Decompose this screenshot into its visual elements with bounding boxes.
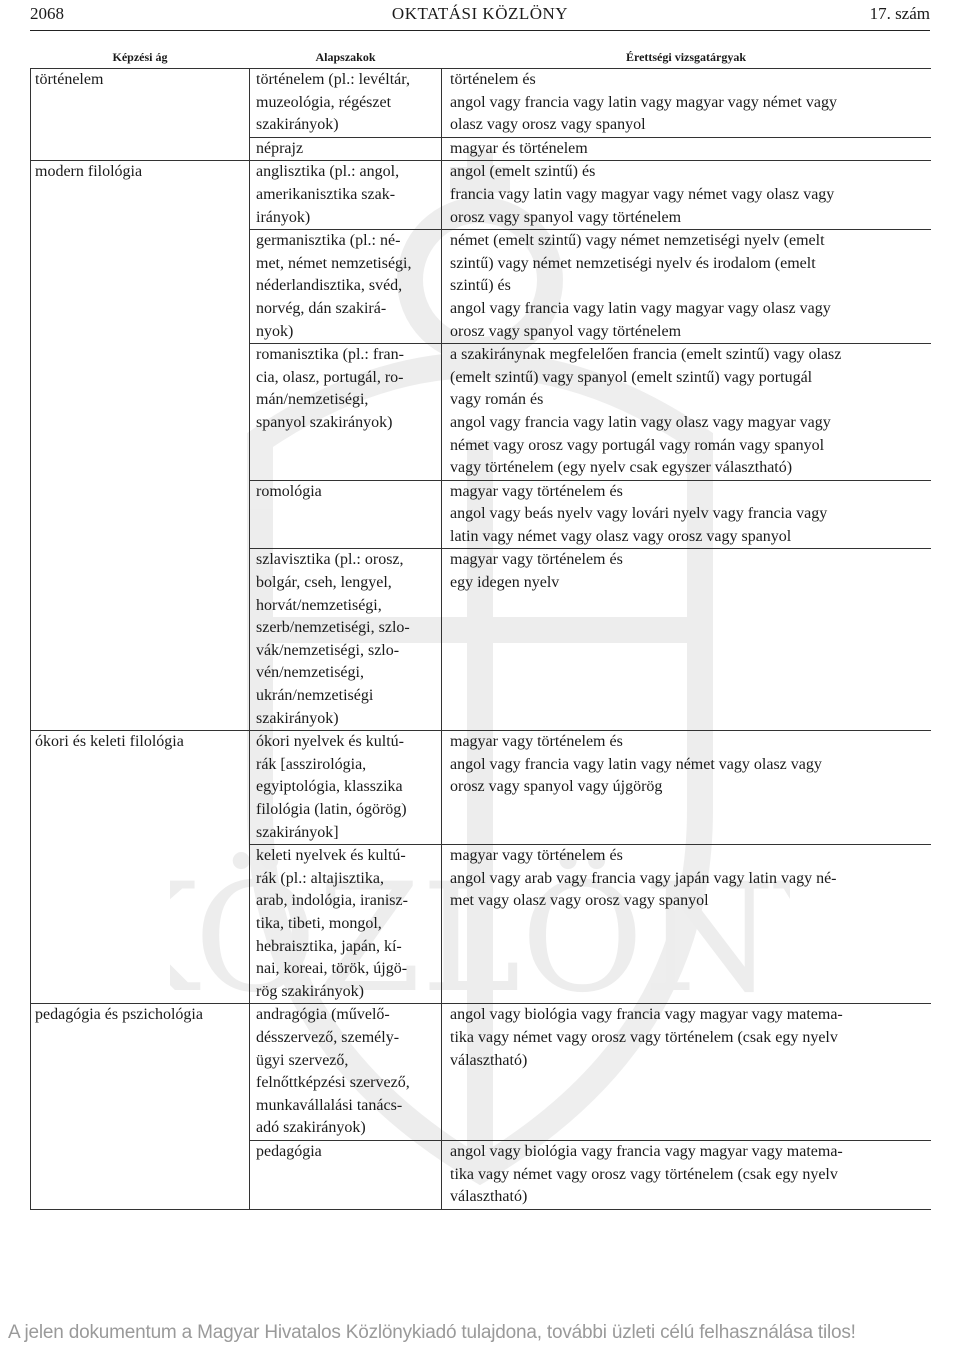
program-line: ukrán/nemzetiségi xyxy=(256,687,374,705)
program-line: germanisztika (pl.: né- xyxy=(256,232,401,250)
header-rule xyxy=(30,30,930,31)
program-line: vák/nemzetiségi, szlo- xyxy=(256,641,400,659)
program-cell xyxy=(250,549,442,731)
program-line: adó szakirányok) xyxy=(256,1119,366,1137)
subject-line: szintű) és xyxy=(450,277,511,295)
subjects-cell xyxy=(442,1140,931,1209)
page-number: 2068 xyxy=(30,4,64,23)
program-line: történelem (pl.: levéltár, xyxy=(256,71,410,88)
program-line: ókori nyelvek és kultú- xyxy=(256,733,404,751)
program-line: munkavállalási tanács- xyxy=(256,1096,403,1114)
subjects-cell xyxy=(442,731,931,845)
program-line: irányok) xyxy=(256,208,311,226)
subject-line: magyar vagy történelem és xyxy=(450,482,623,500)
program-line: rög szakirányok) xyxy=(256,982,364,1000)
program-line: mán/nemzetiségi, xyxy=(256,391,369,409)
subject-line: választható) xyxy=(450,1188,528,1206)
subject-line: angol (emelt szintű) és xyxy=(450,163,596,181)
subject-line: angol vagy biológia vagy francia vagy magyar vagy matema- xyxy=(450,1006,843,1024)
subject-line: a szakiránynak megfelelően francia (emelt szintű) vagy olasz xyxy=(450,346,842,364)
subject-line: angol vagy francia vagy latin vagy olasz vagy magyar vagy xyxy=(450,413,831,431)
program-line: cia, olasz, portugál, ro- xyxy=(256,368,404,386)
program-line: hebraisztika, japán, kí- xyxy=(256,937,402,955)
branch-cell xyxy=(31,549,250,731)
program-line: szakirányok) xyxy=(256,709,339,727)
subject-line: (emelt szintű) vagy spanyol (emelt szintű) vagy portugál xyxy=(450,368,813,386)
subject-line: orosz vagy spanyol vagy újgörög xyxy=(450,778,663,796)
subjects-cell xyxy=(442,1004,931,1141)
program-line: pedagógia xyxy=(256,1142,322,1160)
subject-line: magyar vagy történelem és xyxy=(450,847,623,865)
subjects-table xyxy=(30,46,931,1210)
program-line: nyok) xyxy=(256,322,294,340)
table-row xyxy=(31,230,931,344)
program-line: ügyi szervező, xyxy=(256,1051,349,1069)
program-line: rák [asszirológia, xyxy=(256,755,367,773)
program-line: rák (pl.: altajisztika, xyxy=(256,869,384,887)
subject-line: magyar vagy történelem és xyxy=(450,551,623,569)
table-row xyxy=(31,161,931,230)
subject-line: francia vagy latin vagy magyar vagy német vagy olasz vagy xyxy=(450,185,835,203)
program-cell xyxy=(250,1140,442,1209)
column-header-branch: Képzési ág xyxy=(31,46,250,69)
subject-line: orosz vagy spanyol vagy történelem xyxy=(450,208,682,226)
subject-line: angol vagy arab vagy francia vagy japán vagy latin vagy né- xyxy=(450,869,837,887)
subjects-cell xyxy=(442,480,931,549)
program-line xyxy=(256,503,437,526)
subject-line: magyar és történelem xyxy=(450,139,588,157)
subject-line: egy idegen nyelv xyxy=(450,574,560,592)
branch-cell: ókori és keleti filológia xyxy=(31,731,250,845)
watermark-text: ÖZLÖN xyxy=(193,852,776,1026)
issue-number: 17. szám xyxy=(869,4,930,23)
program-line: spanyol szakirányok) xyxy=(256,413,393,431)
subjects-cell xyxy=(442,344,931,481)
subject-line: választható) xyxy=(450,1051,528,1069)
program-line: nai, koreai, török, újgö- xyxy=(256,960,408,978)
program-line: horvát/nemzetiségi, xyxy=(256,596,382,614)
subject-line: angol vagy biológia vagy francia vagy magyar vagy matema- xyxy=(450,1142,843,1160)
subject-line: német vagy orosz vagy portugál vagy román vagy spanyol xyxy=(450,436,825,454)
subject-line: met vagy olasz vagy orosz vagy spanyol xyxy=(450,892,709,910)
table-row xyxy=(31,731,931,845)
subject-line: tika vagy német vagy orosz vagy történelem (csak egy nyelv xyxy=(450,1165,838,1183)
column-header-programs: Alapszakok xyxy=(250,46,442,69)
table-header-row xyxy=(31,46,931,69)
program-line: bolgár, cseh, lengyel, xyxy=(256,574,392,592)
program-line: vén/nemzetiségi, xyxy=(256,664,364,682)
program-line: norvég, dán szakirá- xyxy=(256,299,387,317)
subject-line: szintű) vagy német nemzetiségi nyelv és irodalom (emelt xyxy=(450,254,816,272)
subject-line: angol vagy francia vagy latin vagy német vagy olasz vagy xyxy=(450,755,822,773)
program-line: andragógia (művelő- xyxy=(256,1006,390,1024)
subjects-cell xyxy=(442,549,931,731)
branch-cell xyxy=(31,344,250,481)
program-cell xyxy=(250,230,442,344)
subject-line: angol vagy francia vagy latin vagy magyar vagy olasz vagy xyxy=(450,299,831,317)
program-cell xyxy=(250,731,442,845)
branch-cell: történelem xyxy=(31,69,250,138)
program-line: szakirányok) xyxy=(256,116,339,134)
subject-line: magyar vagy történelem és xyxy=(450,733,623,751)
subjects-cell xyxy=(442,137,931,161)
subjects-cell xyxy=(442,69,931,138)
program-line: amerikanisztika szak- xyxy=(256,185,396,203)
subjects-cell xyxy=(442,845,931,1004)
program-cell xyxy=(250,1004,442,1141)
table-row xyxy=(31,137,931,161)
subject-line: vagy történelem (egy nyelv csak egyszer választható) xyxy=(450,459,793,477)
program-cell xyxy=(250,161,442,230)
table-row xyxy=(31,69,931,138)
subject-line: angol vagy francia vagy latin vagy magyar vagy német vagy xyxy=(450,93,837,111)
table-body xyxy=(31,69,931,1210)
program-line: romanisztika (pl.: fran- xyxy=(256,346,404,364)
subjects-cell xyxy=(442,161,931,230)
branch-cell xyxy=(31,137,250,161)
program-line xyxy=(256,526,437,549)
program-cell xyxy=(250,845,442,1004)
publication-title: OKTATÁSI KÖZLÖNY xyxy=(391,4,569,23)
program-line: anglisztika (pl.: angol, xyxy=(256,163,400,181)
subject-line: tika vagy német vagy orosz vagy történelem (csak egy nyelv xyxy=(450,1028,838,1046)
subject-line: vagy román és xyxy=(450,391,544,409)
table-row xyxy=(31,1140,931,1209)
table-row xyxy=(31,344,931,481)
program-line: keleti nyelvek és kultú- xyxy=(256,847,406,865)
program-line: arab, indológia, iranisz- xyxy=(256,892,408,910)
program-line: filológia (latin, ógörög) xyxy=(256,801,407,818)
column-header-subjects: Érettségi vizsgatárgyak xyxy=(442,46,931,69)
program-line: désszervező, személy- xyxy=(256,1028,400,1046)
subject-line: angol vagy beás nyelv vagy lovári nyelv vagy francia vagy xyxy=(450,505,828,523)
program-line: egyiptológia, klasszika xyxy=(256,778,403,796)
program-cell xyxy=(250,137,442,161)
branch-cell xyxy=(31,230,250,344)
table-row xyxy=(31,1004,931,1141)
program-line: met, német nemzetiségi, xyxy=(256,254,412,272)
subject-line: történelem és xyxy=(450,71,536,88)
program-line: muzeológia, régészet xyxy=(256,93,392,111)
branch-cell xyxy=(31,480,250,549)
branch-cell: modern filológia xyxy=(31,161,250,230)
program-cell xyxy=(250,344,442,481)
table-row xyxy=(31,845,931,1004)
subject-line: latin vagy német vagy olasz vagy orosz vagy spanyol xyxy=(450,527,792,545)
program-line: szlavisztika (pl.: orosz, xyxy=(256,551,404,569)
branch-cell xyxy=(31,845,250,1004)
branch-cell xyxy=(31,1140,250,1209)
program-line: tika, tibeti, mongol, xyxy=(256,914,382,932)
program-line: romológia xyxy=(256,482,322,500)
program-line xyxy=(256,435,437,458)
table-row xyxy=(31,480,931,549)
program-line: szakirányok] xyxy=(256,823,339,841)
program-cell xyxy=(250,69,442,138)
program-line: néderlandisztika, svéd, xyxy=(256,277,403,295)
program-cell xyxy=(250,480,442,549)
footer-notice: A jelen dokumentum a Magyar Hivatalos Közlönykiadó tulajdona, további üzleti célú felhasználása tilos! xyxy=(8,1322,856,1343)
subject-line: német (emelt szintű) vagy német nemzetiségi nyelv (emelt xyxy=(450,232,825,250)
program-line: szerb/nemzetiségi, szlo- xyxy=(256,619,410,637)
subject-line: olasz vagy orosz vagy spanyol xyxy=(450,116,646,134)
table-row xyxy=(31,549,931,731)
program-line: néprajz xyxy=(256,139,304,157)
program-line: felnőttképzési szervező, xyxy=(256,1074,410,1092)
branch-cell: pedagógia és pszichológia xyxy=(31,1004,250,1141)
subjects-cell xyxy=(442,230,931,344)
subject-line: orosz vagy spanyol vagy történelem xyxy=(450,322,682,340)
page-header xyxy=(30,4,930,26)
program-line xyxy=(256,457,437,480)
